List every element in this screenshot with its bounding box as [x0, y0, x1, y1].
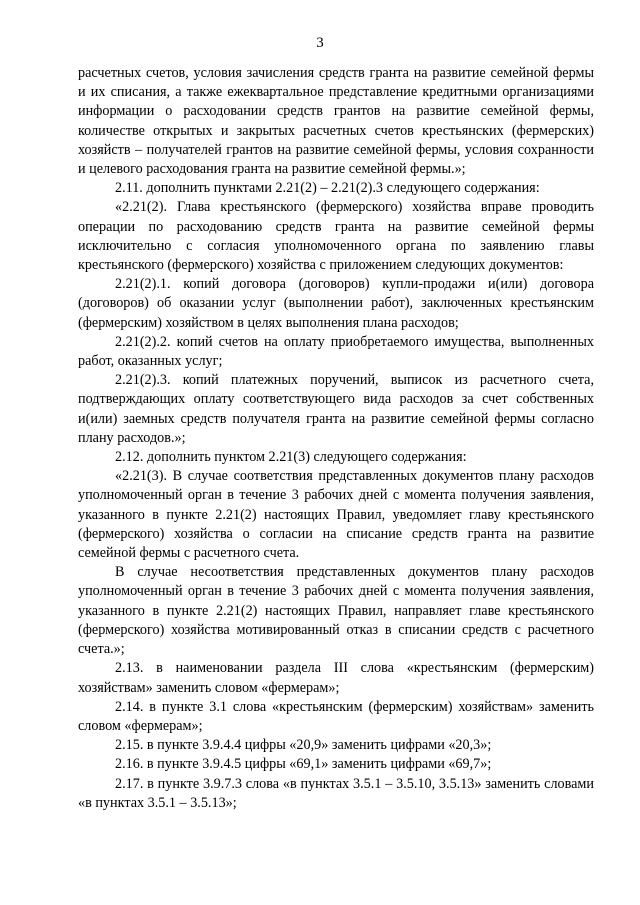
paragraph: 2.17. в пункте 3.9.7.3 слова «в пунктах 3.5.1 – 3.5.10, 3.5.13» заменить словами «в пунктах 3.5.1 – 3.5.13»;	[78, 775, 594, 811]
paragraph: 2.21(2).1. копий договора (договоров) купли-продажи и(или) договора (договоров) об оказании услуг (выполнении работ), заключенных крестьянским (фермерским) хозяйством в целях выполнения плана расходов;	[78, 276, 594, 331]
paragraph: 2.21(2).3. копий платежных поручений, выписок из расчетного счета, подтверждающих оплату соответствующего вида расходов за счет собственных и(или) заемных средств получателя гранта на развитие семейной фермы согласно плану расходов.»;	[78, 372, 594, 446]
paragraph: 2.12. дополнить пунктом 2.21(3) следующего содержания:	[115, 449, 467, 466]
paragraph: 2.11. дополнить пунктами 2.21(2) – 2.21(2).3 следующего содержания:	[115, 180, 540, 197]
paragraph: «2.21(2). Глава крестьянского (фермерского) хозяйства вправе проводить операции по расходованию средств гранта на развитие семейной фермы исключительно с согласия уполномоченного органа по заявлению главы крестьянского (фермерского) хозяйства с приложением следующих документов:	[78, 199, 594, 274]
document-body	[78, 64, 594, 813]
paragraph: 2.16. в пункте 3.9.4.5 цифры «69,1» заменить цифрами «69,7»;	[115, 756, 492, 773]
paragraph: 2.14. в пункте 3.1 слова «крестьянским (фермерским) хозяйствам» заменить словом «фермерам»;	[78, 698, 594, 734]
paragraph: расчетных счетов, условия зачисления средств гранта на развитие семейной фермы и их списания, а также ежеквартальное представление кредитными организациями информации о расходовании средств грантов на развитие семейной фермы, количестве открытых и закрытых расчетных счетов крестьянских (фермерских) хозяйств – получателей грантов на развитие семейной фермы, условия сохранности и целевого расходования гранта на развитие семейной фермы.»;	[78, 65, 594, 178]
paragraph: 2.13. в наименовании раздела III слова «крестьянским (фермерским) хозяйствам» заменить словом «фермерам»;	[78, 660, 594, 696]
paragraph: 2.15. в пункте 3.9.4.4 цифры «20,9» заменить цифрами «20,3»;	[115, 737, 492, 754]
page-number: 3	[316, 35, 324, 51]
paragraph: «2.21(3). В случае соответствия представленных документов плану расходов уполномоченный орган в течение 3 рабочих дней с момента получения заявления, указанного в пункте 2.21(2) настоящих Правил, уведомляет главу крестьянского (фермерского) хозяйства о согласии на списание средств гранта на развитие семейной фермы с расчетного счета.	[78, 468, 594, 562]
paragraph: 2.21(2).2. копий счетов на оплату приобретаемого имущества, выполненных работ, оказанных услуг;	[78, 333, 594, 370]
paragraph: В случае несоответствия представленных документов плану расходов уполномоченный орган в течение 3 рабочих дней с момента получения заявления, указанного в пункте 2.21(2) настоящих Правил, направляет главе крестьянского (фермерского) хозяйства мотивированный отказ в списании средств с расчетного счета.»;	[78, 564, 594, 658]
